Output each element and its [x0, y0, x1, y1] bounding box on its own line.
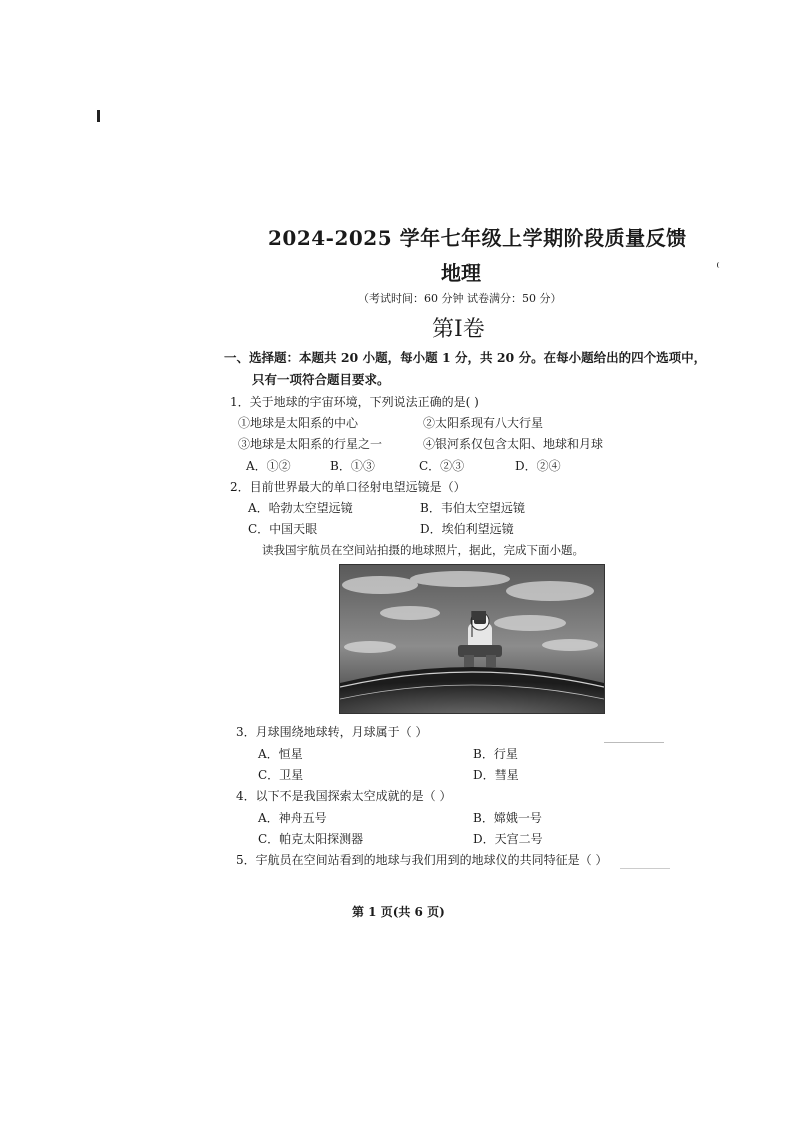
scan-mark: [717, 262, 722, 268]
q4-option-b: B．嫦娥一号: [473, 811, 542, 825]
earth-photo: [339, 564, 605, 714]
page-footer: 第 1 页(共 6 页): [352, 905, 445, 919]
part-title: 第Ⅰ卷: [432, 317, 485, 342]
q4-option-c: C．帕克太阳探测器: [258, 832, 364, 846]
q4-option-a: A．神舟五号: [258, 811, 327, 825]
q3-option-c: C．卫星: [258, 768, 304, 782]
q2-option-a: A．哈勃太空望远镜: [248, 501, 353, 515]
scan-mark: [97, 110, 100, 122]
q1-statement-2: ②太阳系现有八大行星: [423, 416, 544, 430]
question-4-stem: 4．以下不是我国探索太空成就的是（ ）: [236, 789, 452, 803]
q2-option-c: C．中国天眼: [248, 522, 318, 536]
reading-intro: 读我国宇航员在空间站拍摄的地球照片，据此，完成下面小题。: [262, 543, 584, 557]
bleed-through-mark: [604, 742, 664, 743]
question-3-stem: 3．月球围绕地球转，月球属于（ ）: [236, 725, 428, 739]
q3-option-a: A．恒星: [258, 747, 303, 761]
q1-statement-3: ③地球是太阳系的行星之一: [238, 437, 383, 451]
q3-option-d: D．彗星: [473, 768, 519, 782]
question-1-stem: 1．关于地球的宇宙环境，下列说法正确的是( ): [230, 395, 479, 409]
q1-option-d: D．②④: [515, 459, 561, 473]
section-heading: 一、选择题：本题共 20 小题，每小题 1 分，共 20 分。在每小题给出的四个选项中，: [224, 350, 707, 365]
q1-statement-1: ①地球是太阳系的中心: [238, 416, 359, 430]
q4-option-d: D．天宫二号: [473, 832, 543, 846]
question-2-stem: 2．目前世界最大的单口径射电望远镜是（）: [230, 480, 466, 494]
q2-option-d: D．埃伯利望远镜: [420, 522, 514, 536]
exam-note: （考试时间：60 分钟 试卷满分：50 分）: [358, 292, 562, 305]
subject-title: 地理: [441, 261, 481, 285]
q1-option-c: C．②③: [419, 459, 465, 473]
q1-option-b: B．①③: [330, 459, 375, 473]
q1-statement-4: ④银河系仅包含太阳、地球和月球: [423, 437, 604, 451]
bleed-through-mark: [620, 868, 670, 869]
section-heading-cont: 只有一项符合题目要求。: [252, 372, 390, 387]
exam-title: 2024-2025 学年七年级上学期阶段质量反馈: [268, 226, 687, 250]
q2-option-b: B．韦伯太空望远镜: [420, 501, 525, 515]
q1-option-a: A．①②: [246, 459, 291, 473]
question-5-stem: 5．宇航员在空间站看到的地球与我们用到的地球仪的共同特征是（ ）: [236, 853, 608, 867]
q3-option-b: B．行星: [473, 747, 518, 761]
